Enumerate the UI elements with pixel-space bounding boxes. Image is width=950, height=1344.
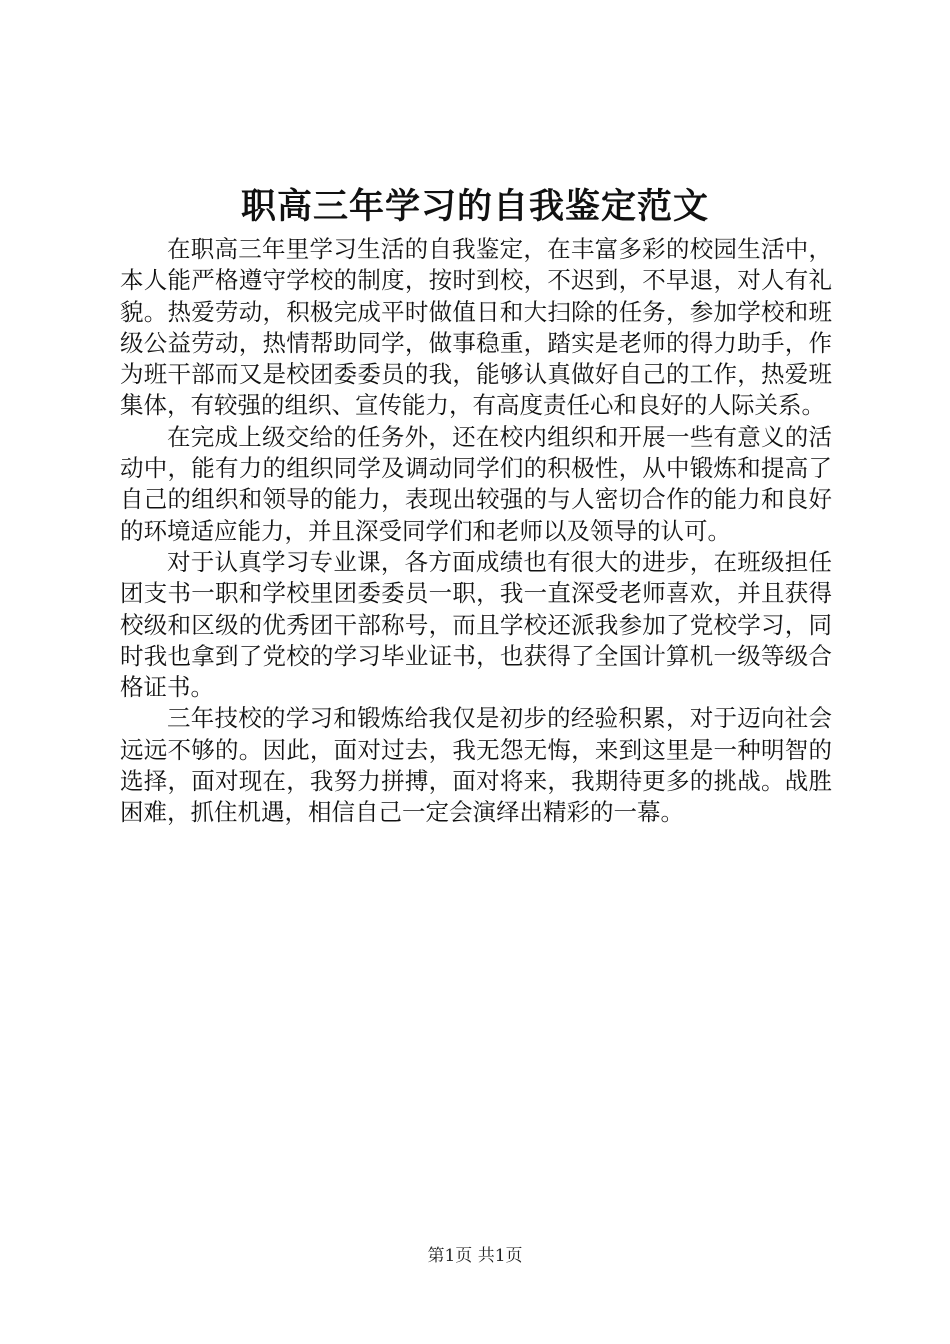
paragraph-4: 三年技校的学习和锻炼给我仅是初步的经验积累，对于迈向社会远远不够的。因此，面对过去，我无怨无悔，来到这里是一种明智的选择，面对现在，我努力拼搏，面对将来，我期待更多的挑战。战胜困难，抓住机遇，相信自己一定会演绎出精彩的一幕。 xyxy=(120,704,832,827)
paragraph-1: 在职高三年里学习生活的自我鉴定，在丰富多彩的校园生活中，本人能严格遵守学校的制度，按时到校，不迟到，不早退，对人有礼貌。热爱劳动，积极完成平时做值日和大扫除的任务，参加学校和班级公益劳动，热情帮助同学，做事稳重，踏实是老师的得力助手，作为班干部而又是校团委委员的我，能够认真做好自己的工作，热爱班集体，有较强的组织、宣传能力，有高度责任心和良好的人际关系。 xyxy=(120,235,832,420)
paragraph-3: 对于认真学习专业课，各方面成绩也有很大的进步，在班级担任团支书一职和学校里团委委员一职，我一直深受老师喜欢，并且获得校级和区级的优秀团干部称号，而且学校还派我参加了党校学习，同时我也拿到了党校的学习毕业证书，也获得了全国计算机一级等级合格证书。 xyxy=(120,547,832,702)
page-footer: 第1页 共1页 xyxy=(427,1246,523,1266)
document-title: 职高三年学习的自我鉴定范文 xyxy=(240,186,709,227)
paragraph-2: 在完成上级交给的任务外，还在校内组织和开展一些有意义的活动中，能有力的组织同学及调动同学们的积极性，从中锻炼和提高了自己的组织和领导的能力，表现出较强的与人密切合作的能力和良好的环境适应能力，并且深受同学们和老师以及领导的认可。 xyxy=(120,422,832,545)
document-body xyxy=(120,234,832,829)
